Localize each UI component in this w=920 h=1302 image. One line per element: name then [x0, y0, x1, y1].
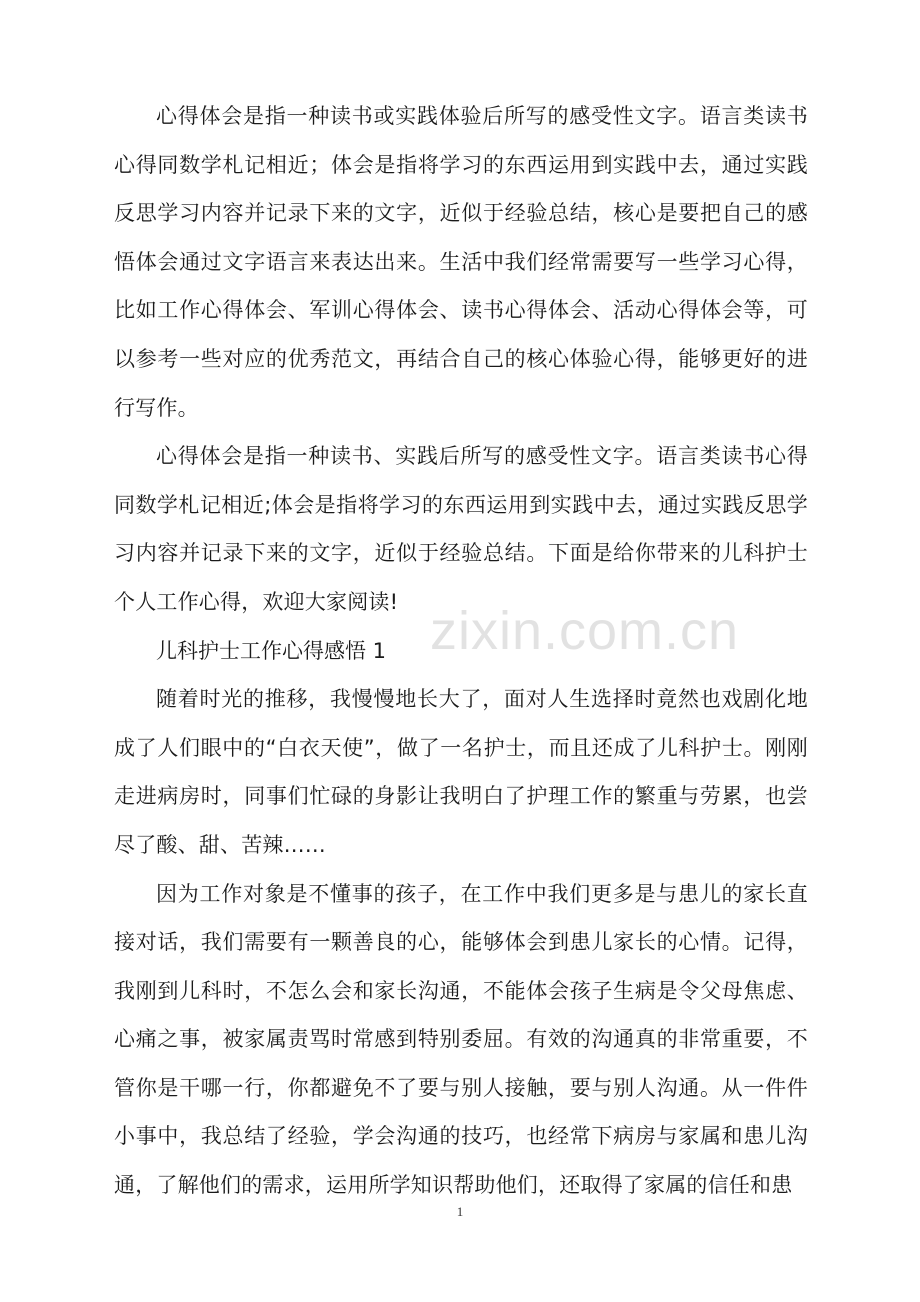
document-body [114, 92, 808, 1210]
watermark: zixin.com.cn [430, 601, 740, 661]
section-paragraph-2: 因为工作对象是不懂事的孩子，在工作中我们更多是与患儿的家长直接对话，我们需要有一颗善良的心，能够体会到患儿家长的心情。记得，我刚到儿科时，不怎么会和家长沟通，不能体会孩子生病是令父母焦虑、心痛之事，被家属责骂时常感到特别委屈。有效的沟通真的非常重要，不管你是干哪一行，你都避免不了要与别人接触，要与别人沟通。从一件件小事中，我总结了经验，学会沟通的技巧，也经常下病房与家属和患儿沟通，了解他们的需求，运用所学知识帮助他们，还取得了家属的信任和患 [114, 881, 808, 1198]
page-number: 1 [456, 1204, 464, 1219]
intro-paragraph-2: 心得体会是指一种读书、实践后所写的感受性文字。语言类读书心得同数学札记相近;体会是指将学习的东西运用到实践中去，通过实践反思学习内容并记录下来的文字，近似于经验总结。下面是给你带来的儿科护士个人工作心得，欢迎大家阅读! [114, 444, 808, 614]
intro-paragraph-1: 心得体会是指一种读书或实践体验后所写的感受性文字。语言类读书心得同数学札记相近；体会是指将学习的东西运用到实践中去，通过实践反思学习内容并记录下来的文字，近似于经验总结，核心是要把自己的感悟体会通过文字语言来表达出来。生活中我们经常需要写一些学习心得，比如工作心得体会、军训心得体会、读书心得体会、活动心得体会等，可以参考一些对应的优秀范文，再结合自己的核心体验心得，能够更好的进行写作。 [114, 104, 808, 420]
section-paragraph-1: 随着时光的推移，我慢慢地长大了，面对人生选择时竟然也戏剧化地成了人们眼中的“白衣天使”，做了一名护士，而且还成了儿科护士。刚刚走进病房时，同事们忙碌的身影让我明白了护理工作的繁重与劳累，也尝尽了酸、甜、苦辣…… [114, 687, 808, 857]
section-title: 儿科护士工作心得感悟 1 [156, 638, 387, 663]
